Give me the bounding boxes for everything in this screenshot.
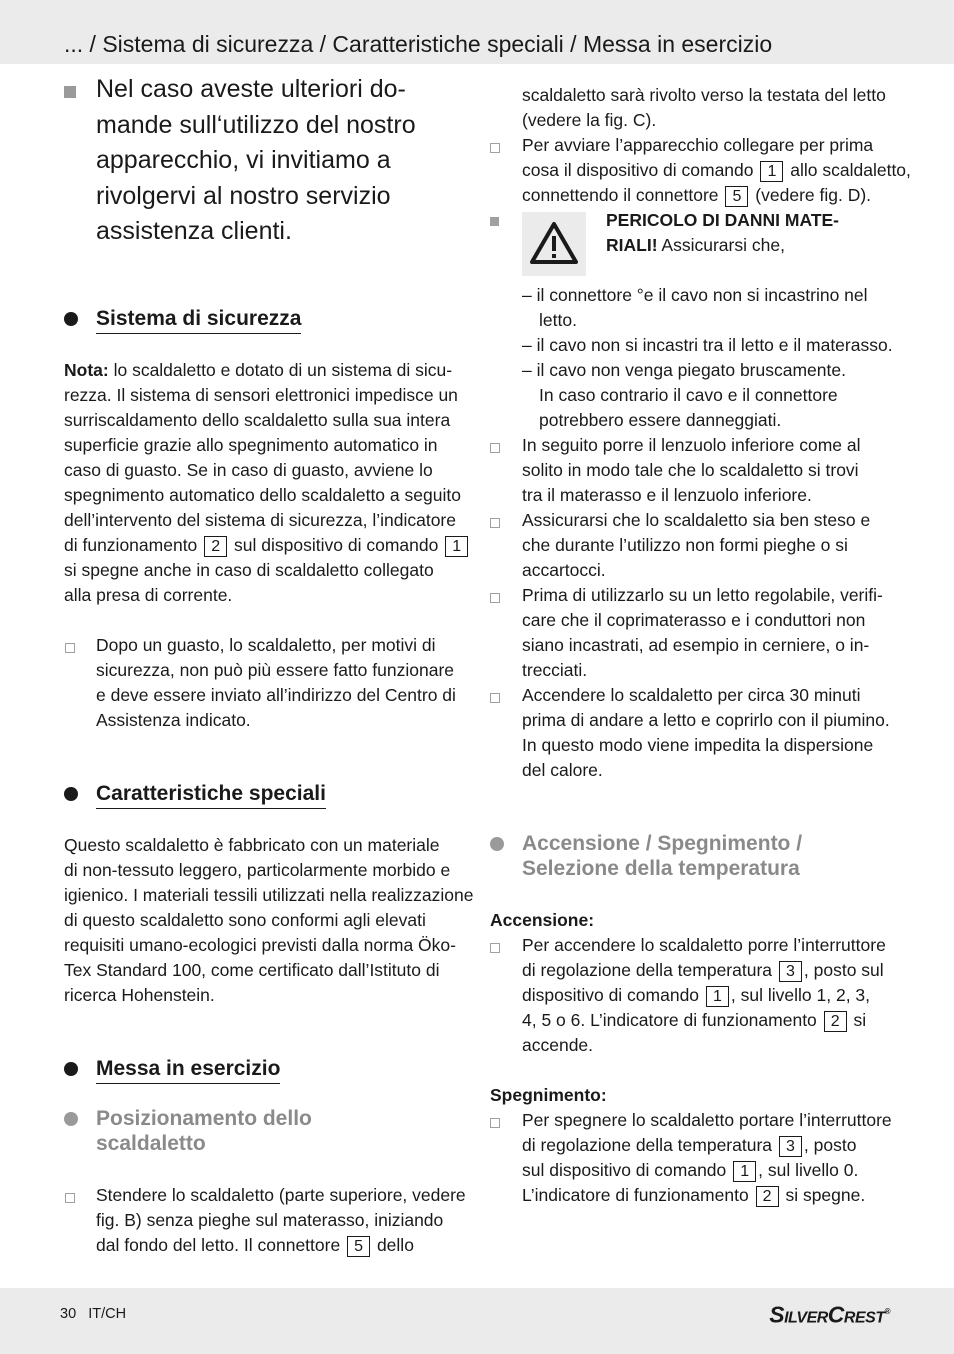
list-item-line: care che il coprimaterasso e i conduttori non [522, 610, 866, 630]
list-item-line [522, 958, 884, 983]
text: , sul livello 0. [758, 1160, 859, 1180]
dash-item: – il connettore °e il cavo non si incastrino nel [522, 285, 868, 305]
list-item-line [522, 1133, 856, 1158]
text: L’indicatore di funzionamento [522, 1185, 749, 1205]
checkbox-bullet [65, 643, 75, 653]
paragraph-line: ricerca Hohenstein. [64, 985, 215, 1005]
intro-line: mande sull‘utilizzo del nostro [96, 110, 416, 139]
list-item-line: Prima di utilizzarlo su un letto regolabile, verifi- [522, 585, 883, 605]
locale: IT/CH [88, 1306, 127, 1322]
heading-line: Selezione della temperatura [522, 857, 800, 880]
heading-line: Accensione / Spegnimento / [522, 832, 803, 855]
paragraph-line: (vedere la fig. C). [522, 110, 657, 130]
subsection-bullet [64, 1112, 78, 1126]
warning-text-line [606, 233, 785, 258]
nota-label: Nota: [64, 360, 109, 380]
registered-mark: ® [884, 1307, 890, 1316]
paragraph-line: requisiti umano-ecologici previsti dalla norma Öko- [64, 935, 456, 955]
list-item-line: trecciati. [522, 660, 588, 680]
heading-line: scaldaletto [96, 1132, 206, 1155]
intro-line: assistenza clienti. [96, 217, 292, 245]
paragraph-line [64, 358, 452, 383]
warning-title: RIALI! [606, 235, 658, 255]
heading-line: Posizionamento dello [96, 1107, 312, 1130]
paragraph-line: di questo scaldaletto sono conformi agli elevati [64, 910, 426, 930]
paragraph-line: alla presa di corrente. [64, 585, 233, 605]
ref-box: 2 [204, 536, 227, 557]
dash-item: In caso contrario il cavo e il connettore [539, 385, 838, 405]
brand-name: SilverCrest [769, 1301, 885, 1328]
text: si spegne. [785, 1185, 866, 1205]
text: di regolazione della temperatura [522, 960, 773, 980]
ref-box: 5 [347, 1236, 370, 1257]
ref-box: 1 [760, 161, 783, 182]
list-item-line [522, 1008, 866, 1033]
ref-box: 2 [756, 1186, 779, 1207]
list-item-line [522, 983, 870, 1008]
list-item-line: Assicurarsi che lo scaldaletto sia ben steso e [522, 510, 871, 530]
intro-line: Nel caso aveste ulteriori do- [96, 75, 406, 103]
heading-posizionamento [96, 1106, 312, 1156]
paragraph-line: surriscaldamento dello scaldaletto sulla sua intera [64, 410, 451, 430]
ref-box: 1 [445, 536, 468, 557]
text: lo scaldaletto e dotato di un sistema di sicu- [108, 360, 453, 380]
ref-box: 5 [725, 186, 748, 207]
list-item-line: accende. [522, 1035, 594, 1055]
list-item-line: fig. B) senza pieghe sul materasso, iniziando [96, 1210, 444, 1230]
dash-item: potrebbero essere danneggiati. [539, 410, 782, 430]
paragraph-line: scaldaletto sarà rivolto verso la testata del letto [522, 85, 886, 105]
text: dal fondo del letto. Il connettore [96, 1235, 341, 1255]
ref-box: 1 [733, 1161, 756, 1182]
checkbox-bullet [65, 1193, 75, 1203]
list-item-line: sicurezza, non può più essere fatto funzionare [96, 660, 454, 680]
text: si [853, 1010, 867, 1030]
list-item-line: siano incastrati, ad esempio in cerniere, o in- [522, 635, 870, 655]
list-item-line: Assistenza indicato. [96, 710, 251, 730]
warning-box [522, 212, 586, 276]
text: di funzionamento [64, 535, 198, 555]
dash-item: – il cavo non venga piegato bruscamente. [522, 360, 846, 380]
paragraph-line: caso di guasto. Se in caso di guasto, avviene lo [64, 460, 433, 480]
text: sul dispositivo di comando [522, 1160, 727, 1180]
paragraph-line: rezza. Il sistema di sensori elettronici impedisce un [64, 385, 458, 405]
section-bullet [64, 1062, 78, 1076]
dash-item: – il cavo non si incastri tra il letto e il materasso. [522, 335, 893, 355]
page-num: 30 [60, 1306, 77, 1322]
heading-accensione-spegnimento [522, 831, 802, 881]
intro-line: rivolgervi al nostro servizio [96, 181, 391, 210]
list-item-line [522, 158, 911, 183]
text: , posto [803, 1135, 857, 1155]
dash-item: letto. [539, 310, 577, 330]
list-item-line [522, 183, 871, 208]
list-item-line [96, 1233, 414, 1258]
text: cosa il dispositivo di comando [522, 160, 754, 180]
text: , sul livello 1, 2, 3, [730, 985, 871, 1005]
checkbox-bullet [490, 443, 500, 453]
checkbox-bullet [490, 143, 500, 153]
intro-text [96, 72, 416, 250]
subsection-bullet [490, 837, 504, 851]
paragraph-line: Questo scaldaletto è fabbricato con un materiale [64, 835, 440, 855]
paragraph-line: spegnimento automatico dello scaldaletto a seguito [64, 485, 461, 505]
intro-line: apparecchio, vi invitiamo a [96, 146, 391, 174]
paragraph-line: igienico. I materiali tessili utilizzati nella realizzazione [64, 885, 474, 905]
list-item-line: che durante l’utilizzo non formi pieghe o si [522, 535, 848, 555]
heading-sistema-sicurezza: Sistema di sicurezza [96, 305, 301, 334]
text: Assicurarsi che, [657, 235, 785, 255]
warning-title: PERICOLO DI DANNI MATE- [606, 210, 840, 230]
section-bullet [64, 312, 78, 326]
text: di regolazione della temperatura [522, 1135, 773, 1155]
ref-box: 1 [706, 986, 729, 1007]
ref-box: 3 [779, 1136, 802, 1157]
checkbox-bullet [490, 593, 500, 603]
list-item-line: Per avviare l’apparecchio collegare per prima [522, 135, 874, 155]
checkbox-bullet [490, 518, 500, 528]
warning-triangle-icon [522, 212, 586, 276]
paragraph-line: dell’intervento del sistema di sicurezza, l’indicatore [64, 510, 456, 530]
list-item-line: Per accendere lo scaldaletto porre l’interruttore [522, 935, 886, 955]
checkbox-bullet [490, 1118, 500, 1128]
paragraph-line: Tex Standard 100, come certificato dall’Istituto di [64, 960, 440, 980]
text: allo scaldaletto, [790, 160, 911, 180]
text: dispositivo di comando [522, 985, 700, 1005]
list-item-line: Dopo un guasto, lo scaldaletto, per motivi di [96, 635, 436, 655]
brand-logo [769, 1296, 890, 1331]
checkbox-bullet [490, 943, 500, 953]
section-bullet [64, 787, 78, 801]
list-item-line: In seguito porre il lenzuolo inferiore come al [522, 435, 861, 455]
paragraph-line: superficie grazie allo spegnimento automatico in [64, 435, 438, 455]
list-item-line: tra il materasso e il lenzuolo inferiore. [522, 485, 812, 505]
ref-box: 2 [824, 1011, 847, 1032]
checkbox-bullet [490, 693, 500, 703]
square-bullet [490, 217, 499, 226]
list-item-line: del calore. [522, 760, 603, 780]
list-item-line: prima di andare a letto e coprirlo con il piumino. [522, 710, 890, 730]
list-item-line: Stendere lo scaldaletto (parte superiore, vedere [96, 1185, 466, 1205]
paragraph-line: si spegne anche in caso di scaldaletto collegato [64, 560, 434, 580]
spegnimento-label: Spegnimento: [490, 1085, 607, 1105]
text: connettendo il connettore [522, 185, 719, 205]
list-item-line: Per spegnere lo scaldaletto portare l’interruttore [522, 1110, 892, 1130]
text: dello [376, 1235, 414, 1255]
heading-messa-esercizio: Messa in esercizio [96, 1055, 280, 1084]
list-item-line: Accendere lo scaldaletto per circa 30 minuti [522, 685, 861, 705]
heading-caratteristiche: Caratteristiche speciali [96, 780, 326, 809]
text: , posto sul [803, 960, 884, 980]
list-item-line [522, 1158, 858, 1183]
list-item-line: accartocci. [522, 560, 606, 580]
paragraph-line [64, 533, 470, 558]
accensione-label: Accensione: [490, 910, 595, 930]
ref-box: 3 [779, 961, 802, 982]
page-number [60, 1304, 126, 1324]
text: (vedere fig. D). [755, 185, 872, 205]
list-item-line [522, 1183, 865, 1208]
text: sul dispositivo di comando [234, 535, 439, 555]
header-title: ... / Sistema di sicurezza / Caratteristiche speciali / Messa in esercizio [64, 31, 773, 57]
page-header [0, 0, 954, 64]
list-item-line: solito in modo tale che lo scaldaletto si trovi [522, 460, 859, 480]
text: 4, 5 o 6. L’indicatore di funzionamento [522, 1010, 817, 1030]
intro-bullet [64, 86, 76, 98]
list-item-line: e deve essere inviato all’indirizzo del Centro di [96, 685, 456, 705]
list-item-line: In questo modo viene impedita la dispersione [522, 735, 874, 755]
paragraph-line: di non-tessuto leggero, particolarmente morbido e [64, 860, 451, 880]
